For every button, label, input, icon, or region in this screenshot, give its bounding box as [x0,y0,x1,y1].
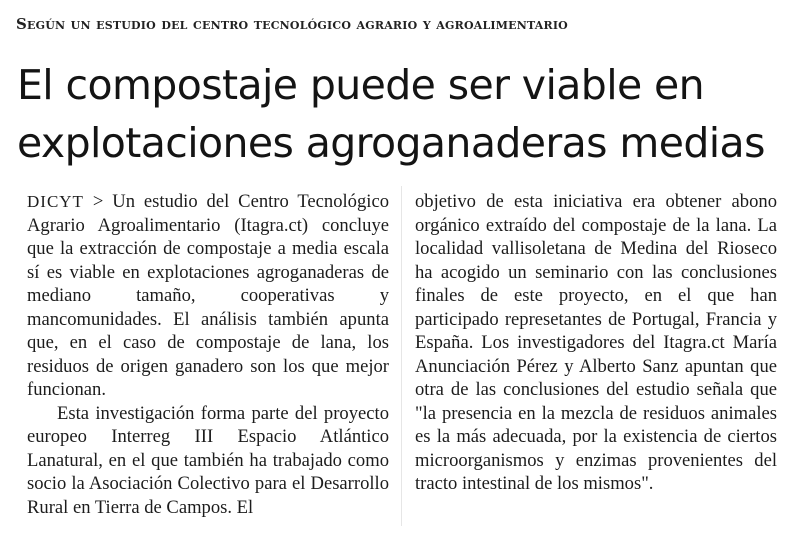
article-kicker: Según un estudio del centro tecnológico agrario y agroalimentario [16,15,568,33]
article-column-right [415,190,777,496]
article-byline: DICYT [27,192,84,211]
column-divider [401,186,402,526]
article-paragraph: objetivo de esta iniciativa era obtener abono orgánico extraído del compostaje de la lana. La localidad vallisoletana de Medina del Rioseco ha acogido un seminario con las conclusiones finales de este proyecto, en el que han participado represetantes de Portugal, Francia y España. Los investigadores del Itagra.ct María Anunciación Pérez y Alberto Sanz apuntan que otra de las conclusiones del estudio señala que "la presencia en la mezcla de residuos animales es la más adecuada, por la existencia de ciertos microorganismos y enzimas provenientes del tracto intestinal de los mismos". [415,191,777,494]
article-paragraph [27,190,389,402]
paragraph-text: Un estudio del Centro Tecnológico Agrario Agroalimentario (Itagra.ct) concluye que la extracción de compostaje a media escala sí es viable en explotaciones agroganaderas de mediano tamaño, cooperativas y mancomunidades. El análisis también apunta que, en el caso de compostaje de lana, los residuos de origen ganadero son los que mejor funcionan. [27,191,389,400]
article-headline: El compostaje puede ser viable en explotaciones agroganaderas medias [17,61,765,167]
byline-separator: > [83,191,113,212]
article-column-left [27,190,389,519]
article-paragraph: Esta investigación forma parte del proyecto europeo Interreg III Espacio Atlántico Lanatural, en el que también ha trabajado como socio la Asociación Colectivo para el Desarrollo Rural en Tierra de Campos. El [27,402,389,518]
